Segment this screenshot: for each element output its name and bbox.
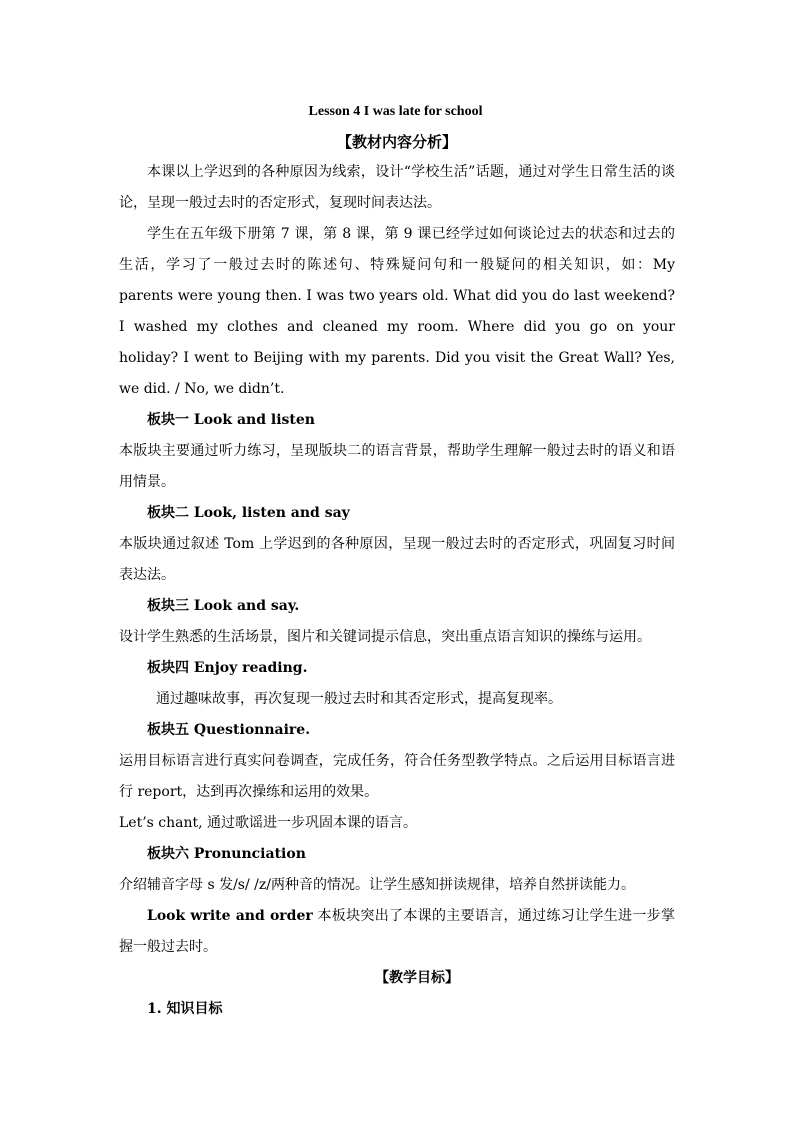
goal-1-heading: 1. 知识目标 xyxy=(147,1001,223,1017)
block3-heading: 板块三 Look and say. xyxy=(147,598,300,614)
block6-text: 介绍辅音字母 s 发/s/ /z/两种音的情况。让学生感知拼读规律，培养自然拼读能力。 xyxy=(119,877,635,893)
block5-text: 运用目标语言进行真实问卷调查，完成任务，符合任务型教学特点。之后运用目标语言进行 report，达到再次操练和运用的效果。 xyxy=(119,753,675,800)
intro-paragraph-1: 本课以上学迟到的各种原因为线索，设计“学校生活”话题，通过对学生日常生活的谈论，呈现一般过去时的否定形式，复现时间表达法。 xyxy=(119,164,675,211)
block5-heading: 板块五 Questionnaire. xyxy=(147,722,311,738)
block7-heading: Look write and order xyxy=(147,908,313,924)
block2-text: 本版块通过叙述 Tom 上学迟到的各种原因，呈现一般过去时的否定形式，巩固复习时间表达法。 xyxy=(119,536,675,583)
block1-heading: 板块一 Look and listen xyxy=(147,412,315,428)
block5-chant: Let’s chant, 通过歌谣进一步巩固本课的语言。 xyxy=(119,815,418,831)
lesson-title: Lesson 4 I was late for school xyxy=(308,104,483,119)
block4-heading: 板块四 Enjoy reading. xyxy=(147,660,308,676)
block3-text: 设计学生熟悉的生活场景，图片和关键词提示信息，突出重点语言知识的操练与运用。 xyxy=(119,629,651,645)
section-title-analysis: 【教材内容分析】 xyxy=(336,133,457,151)
section-title-goals: 【教学目标】 xyxy=(375,970,459,986)
block7-paragraph xyxy=(119,901,675,963)
intro-paragraph-2: 学生在五年级下册第 7 课，第 8 课，第 9 课已经学过如何谈论过去的状态和过去的生活，学习了一般过去时的陈述句、特殊疑问句和一般疑问的相关知识，如：My parents were young then. I was two years old. What did you do last weekend? I washed my clothes and cleaned my room. Where did you go on your holiday? I went to Beijing with my parents. Did you visit the Great Wall? Yes, we did. / No, we didn’t. xyxy=(119,226,675,397)
document-content xyxy=(119,97,675,1025)
block4-text: 通过趣味故事，再次复现一般过去时和其否定形式，提高复现率。 xyxy=(156,691,562,707)
block7-text: 本板块突出了本课的主要语言，通过练习让学生进一步掌握一般过去时。 xyxy=(119,908,675,955)
block2-heading: 板块二 Look, listen and say xyxy=(147,505,350,521)
block1-text: 本版块主要通过听力练习，呈现版块二的语言背景，帮助学生理解一般过去时的语义和语用情景。 xyxy=(119,443,675,490)
block6-heading: 板块六 Pronunciation xyxy=(147,846,306,862)
